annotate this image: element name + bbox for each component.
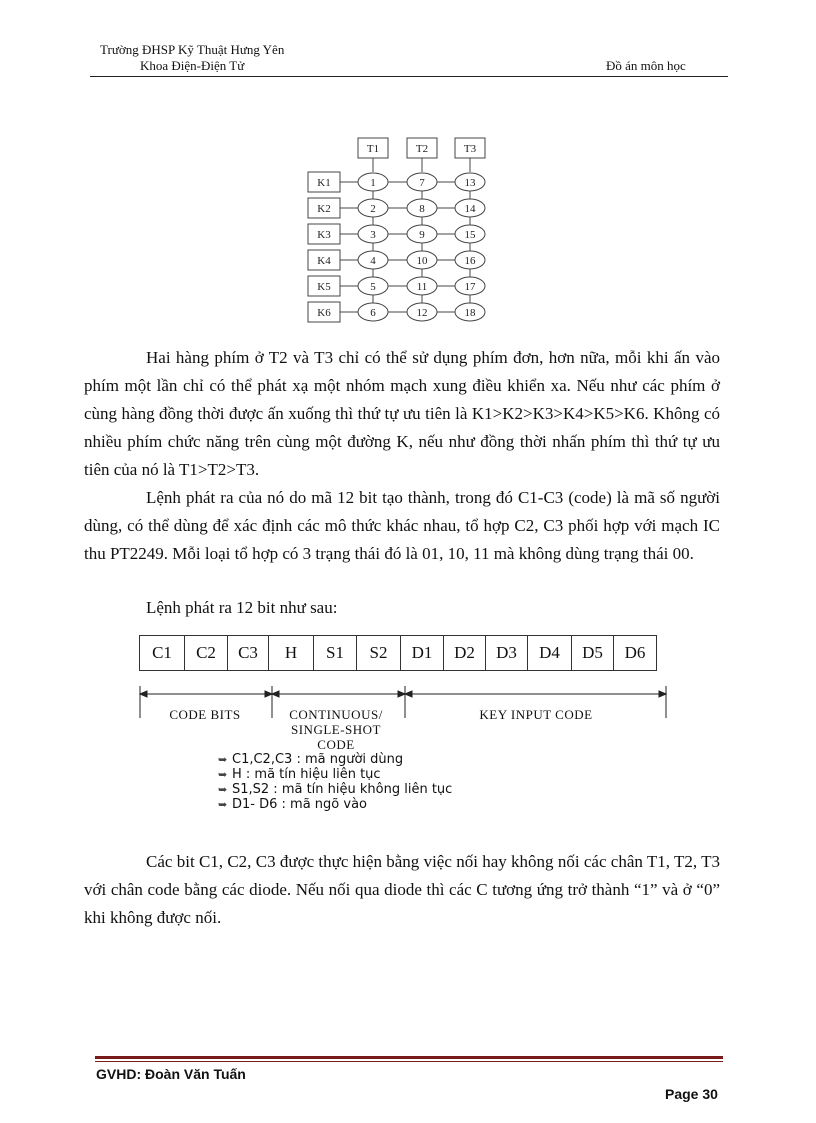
footer-rule-thin xyxy=(95,1061,723,1062)
paragraph-command-code: Lệnh phát ra của nó do mã 12 bit tạo thành, trong đó C1-C3 (code) là mã số người dùng, có thể dùng để xác định các mô thức khác nhau, tổ hợp C2, C3 phối hợp với mạch IC thu PT2249. Mỗi loại tổ hợp có 3 trạng thái đó là 01, 10, 11 mà không dùng trạng thái 00. xyxy=(84,488,720,563)
key-number: 1 xyxy=(370,177,376,189)
key-number: 11 xyxy=(416,281,428,293)
bit-cell: H xyxy=(269,636,314,671)
segment-continuous-line1: CONTINUOUS/ xyxy=(289,707,383,722)
key-number: 6 xyxy=(370,307,376,319)
key-number: 4 xyxy=(370,255,376,267)
column-label: T3 xyxy=(463,143,477,155)
bit-cell: S1 xyxy=(314,636,357,671)
bit-cell: C2 xyxy=(185,636,228,671)
key-number: 5 xyxy=(370,281,376,293)
legend-text: C1,C2,C3 : mã người dùng xyxy=(232,752,404,767)
bit-cell: D4 xyxy=(528,636,572,671)
row-label: K5 xyxy=(317,281,331,293)
legend-item xyxy=(218,797,452,812)
row-label: K2 xyxy=(317,203,331,215)
key-number: 14 xyxy=(464,203,476,215)
key-number: 7 xyxy=(419,177,425,189)
bullet-arrow-icon: ➥ xyxy=(218,753,228,766)
code-bits-legend xyxy=(218,752,452,812)
legend-item xyxy=(218,767,452,782)
segment-continuous-line2: SINGLE-SHOT xyxy=(291,722,381,737)
bit-cell: S2 xyxy=(357,636,401,671)
bit-cell: D2 xyxy=(444,636,486,671)
footer-rule-thick xyxy=(95,1056,723,1059)
bullet-arrow-icon: ➥ xyxy=(218,783,228,796)
row-label: K4 xyxy=(317,255,331,267)
key-number: 18 xyxy=(464,307,476,319)
legend-text: D1- D6 : mã ngõ vào xyxy=(232,797,367,812)
bullet-arrow-icon: ➥ xyxy=(218,768,228,781)
key-number: 16 xyxy=(464,255,476,267)
row-label: K3 xyxy=(317,229,331,241)
key-number: 12 xyxy=(416,307,428,319)
paragraph-diode-code: Các bit C1, C2, C3 được thực hiện bằng việc nối hay không nối các chân T1, T2, T3 với chân code bằng các diode. Nếu nối qua diode thì các C tương ứng trở thành “1” và ở “0” khi không được nối. xyxy=(84,852,720,927)
segment-continuous-label xyxy=(266,707,406,752)
legend-text: H : mã tín hiệu liên tục xyxy=(232,767,381,782)
row-label: K1 xyxy=(317,177,331,189)
legend-item xyxy=(218,752,452,767)
key-number: 17 xyxy=(464,281,476,293)
bit-cell: C3 xyxy=(228,636,269,671)
key-number: 10 xyxy=(416,255,428,267)
bit-cell: D3 xyxy=(486,636,528,671)
bit-cell: C1 xyxy=(140,636,185,671)
key-number: 8 xyxy=(419,203,425,215)
key-number: 15 xyxy=(464,229,476,241)
column-label: T2 xyxy=(415,143,429,155)
header-school: Trường ĐHSP Kỹ Thuật Hưng Yên xyxy=(100,42,285,57)
header-faculty: Khoa Điện-Điện Tử xyxy=(140,58,245,73)
keyboard-matrix-diagram xyxy=(300,134,500,330)
paragraph-priority: Hai hàng phím ở T2 và T3 chỉ có thể sử dụng phím đơn, hơn nữa, mỗi khi ấn vào phím một lần chỉ có thể phát xạ một nhóm mạch xung điều khiển xa. Nếu như các phím ở cùng hàng đồng thời được ấn xuống thì thứ tự ưu tiên là K1>K2>K3>K4>K5>K6. Không có nhiều phím chức năng trên cùng một đường K, nếu như đồng thời nhấn phím thì thứ tự ưu tiên của nó là T1>T2>T3. xyxy=(84,348,720,479)
bit-cell: D5 xyxy=(572,636,614,671)
key-number: 9 xyxy=(419,229,425,241)
row-label: K6 xyxy=(317,307,331,319)
key-number: 13 xyxy=(464,177,476,189)
legend-text: S1,S2 : mã tín hiệu không liên tục xyxy=(232,782,453,797)
bit-cell: D6 xyxy=(614,636,657,671)
segment-key-input-label: KEY INPUT CODE xyxy=(479,707,593,722)
paragraph-intro: Lệnh phát ra 12 bit như sau: xyxy=(146,598,338,617)
header-course: Đồ án môn học xyxy=(606,58,686,73)
footer-advisor: GVHD: Đoàn Văn Tuấn xyxy=(96,1066,246,1082)
column-label: T1 xyxy=(366,143,380,155)
bullet-arrow-icon: ➥ xyxy=(218,798,228,811)
code-bits-table xyxy=(139,635,657,671)
key-number: 2 xyxy=(370,203,376,215)
legend-item xyxy=(218,782,452,797)
bit-cell: D1 xyxy=(401,636,444,671)
header-rule xyxy=(90,76,728,77)
segment-code-bits-label: CODE BITS xyxy=(169,707,241,722)
page-number: Page 30 xyxy=(665,1086,718,1102)
key-number: 3 xyxy=(370,229,376,241)
segment-continuous-line3: CODE xyxy=(317,737,355,752)
